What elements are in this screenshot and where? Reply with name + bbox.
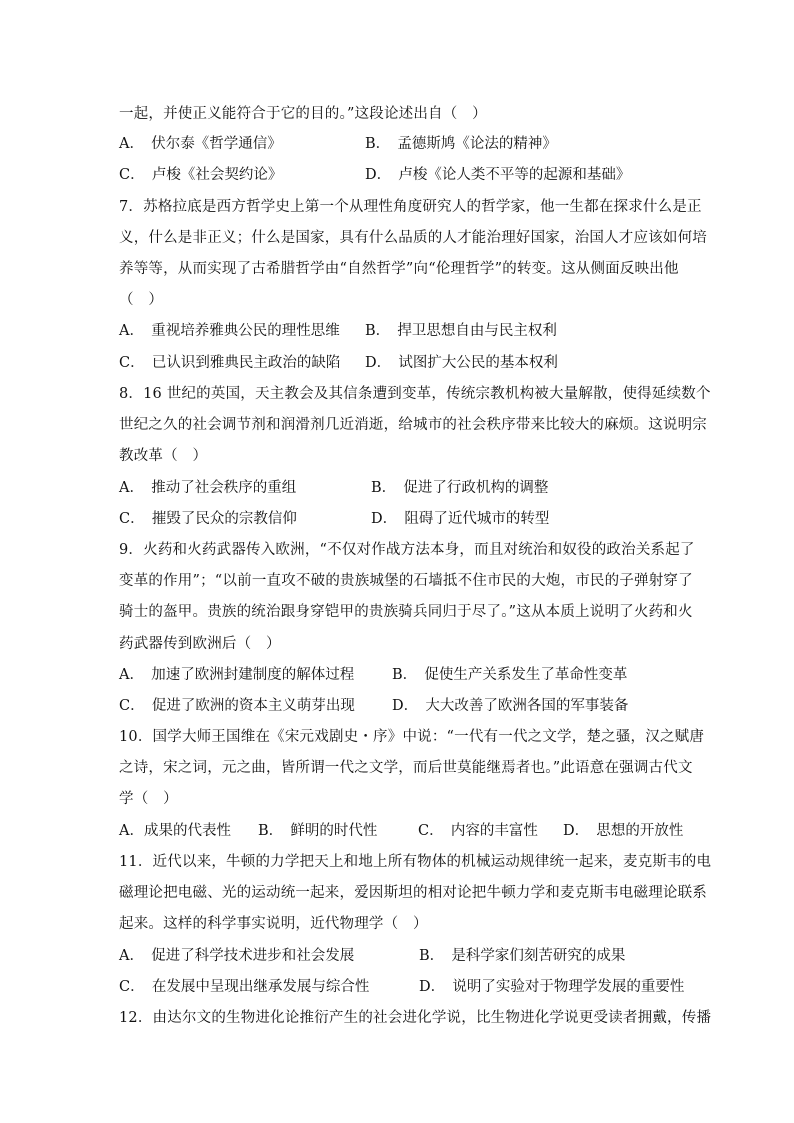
question-9-line-4: 药武器传到欧洲后（ ） bbox=[119, 636, 281, 652]
question-7-line-2: 义，什么是非正义；什么是国家，具有什么品质的人才能治理好国家，治国人才应该如何培 bbox=[119, 230, 707, 246]
q6-option-d[interactable]: D． 卢梭《论人类不平等的起源和基础》 bbox=[365, 167, 631, 183]
q7-option-b[interactable]: B． 捍卫思想自由与民主权利 bbox=[365, 323, 557, 339]
question-9-line-2: 变革的作用”；“以前一直攻不破的贵族城堡的石墙抵不住市民的大炮，市民的子弹射穿了 bbox=[119, 573, 693, 589]
question-11-line-3: 起来。这样的科学事实说明，近代物理学（ ） bbox=[119, 916, 428, 932]
q7-option-a[interactable]: A． 重视培养雅典公民的理性思维 bbox=[119, 323, 340, 339]
q9-option-a[interactable]: A． 加速了欧洲封建制度的解体过程 bbox=[119, 667, 355, 683]
q9-option-b[interactable]: B． 促使生产关系发生了革命性变革 bbox=[392, 667, 628, 683]
q8-option-b[interactable]: B． 促进了行政机构的调整 bbox=[371, 480, 549, 496]
q7-option-c[interactable]: C． 已认识到雅典民主政治的缺陷 bbox=[119, 355, 341, 371]
q11-option-a[interactable]: A． 促进了科学技术进步和社会发展 bbox=[119, 948, 355, 964]
question-10-line-3: 学（ ） bbox=[119, 791, 178, 807]
question-10-line-2: 之诗，宋之词，元之曲，皆所谓一代之文学，而后世莫能继焉者也。”此语意在强调古代文 bbox=[119, 760, 693, 776]
question-8-line-1: 8．16 世纪的英国，天主教会及其信条遭到变革，传统宗教机构被大量解散，使得延续数个 bbox=[119, 386, 711, 402]
q11-option-c[interactable]: C． 在发展中呈现出继承发展与综合性 bbox=[119, 979, 370, 995]
question-6-stem: 一起，并使正义能符合于它的目的。”这段论述出自（ ） bbox=[119, 106, 487, 122]
question-7-line-1: 7．苏格拉底是西方哲学史上第一个从理性角度研究人的哲学家，他一生都在探求什么是正 bbox=[119, 199, 702, 215]
q9-option-c[interactable]: C． 促进了欧洲的资本主义萌芽出现 bbox=[119, 698, 355, 714]
q10-option-a[interactable]: A．成果的代表性 bbox=[119, 823, 231, 839]
q8-option-c[interactable]: C． 摧毁了民众的宗教信仰 bbox=[119, 511, 297, 527]
question-9-line-1: 9．火药和火药武器传入欧洲，“不仅对作战方法本身，而且对统治和奴役的政治关系起了 bbox=[119, 542, 695, 558]
question-9-line-3: 骑士的盔甲。贵族的统治跟身穿铠甲的贵族骑兵同归于尽了。”这从本质上说明了火药和火 bbox=[119, 604, 693, 620]
q10-option-c[interactable]: C． 内容的丰富性 bbox=[418, 823, 538, 839]
q6-option-a[interactable]: A． 伏尔泰《哲学通信》 bbox=[119, 136, 282, 152]
question-11-line-2: 磁理论把电磁、光的运动统一起来，爱因斯坦的相对论把牛顿力学和麦克斯韦电磁理论联系 bbox=[119, 885, 707, 901]
q10-option-b[interactable]: B． 鲜明的时代性 bbox=[258, 823, 378, 839]
q7-option-d[interactable]: D． 试图扩大公民的基本权利 bbox=[365, 355, 558, 371]
q8-option-a[interactable]: A． 推动了社会秩序的重组 bbox=[119, 480, 297, 496]
question-10-line-1: 10．国学大师王国维在《宋元戏剧史・序》中说：“一代有一代之文学，楚之骚，汉之赋唐 bbox=[119, 729, 705, 745]
q6-option-c[interactable]: C． 卢梭《社会契约论》 bbox=[119, 167, 283, 183]
question-7-line-4: （ ） bbox=[119, 292, 164, 308]
question-11-line-1: 11．近代以来，牛顿的力学把天上和地上所有物体的机械运动规律统一起来，麦克斯韦的电 bbox=[119, 854, 712, 870]
question-7-line-3: 养等等，从而实现了古希腊哲学由“自然哲学”向“伦理哲学”的转变。这从侧面反映出他 bbox=[119, 261, 679, 277]
question-8-line-3: 教改革（ ） bbox=[119, 448, 208, 464]
q11-option-b[interactable]: B． 是科学家们刻苦研究的成果 bbox=[419, 948, 626, 964]
q8-option-d[interactable]: D． 阻碍了近代城市的转型 bbox=[371, 511, 550, 527]
q6-option-b[interactable]: B． 孟德斯鸠《论法的精神》 bbox=[365, 136, 557, 152]
q9-option-d[interactable]: D． 大大改善了欧洲各国的军事装备 bbox=[392, 698, 629, 714]
q10-option-d[interactable]: D． 思想的开放性 bbox=[563, 823, 684, 839]
question-8-line-2: 世纪之久的社会调节剂和润滑剂几近消逝，给城市的社会秩序带来比较大的麻烦。这说明宗 bbox=[119, 417, 707, 433]
question-12-line-1: 12．由达尔文的生物进化论推衍产生的社会进化学说，比生物进化学说更受读者拥戴，传播 bbox=[119, 1010, 712, 1026]
q11-option-d[interactable]: D． 说明了实验对于物理学发展的重要性 bbox=[419, 979, 685, 995]
